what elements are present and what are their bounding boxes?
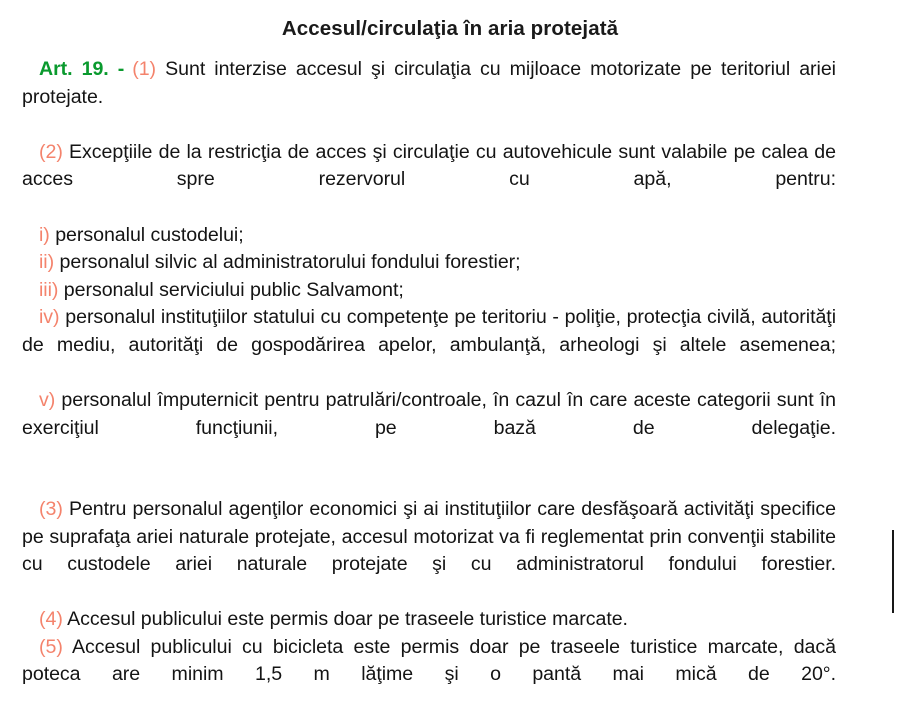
paragraph-text-5: Accesul publicului cu bicicleta este permis doar pe traseele turistice marcate, dacă poteca are minim 1,5 m lăţime şi o pantă mai mică de 20°. [22,635,836,686]
list-item-ii [22,249,836,277]
list-item-v [22,387,836,470]
paragraph-marker-3: (3) [39,497,63,520]
paragraph-2 [22,139,836,222]
document-body [0,56,900,717]
paragraph-marker-4: (4) [39,608,63,631]
paragraph-text-1: Sunt interzise accesul şi circulaţia cu mijloace motorizate pe teritoriul ariei protejate. [22,58,836,108]
paragraph-text-4: Accesul publicului este permis doar pe traseele turistice marcate. [67,608,628,631]
paragraph-5 [22,634,836,717]
article-label: Art. 19. - [39,58,125,80]
paragraph-marker-2: (2) [39,140,63,163]
paragraph-4 [22,606,836,634]
list-text-iii: personalul serviciului public Salvamont; [63,278,404,301]
paragraph-text-3: Pentru personalul agenţilor economici şi ai instituţiilor care desfăşoară activităţi specifice pe suprafaţa ariei naturale protejate, accesul motorizat va fi reglementat prin convenţii stabilite cu custodele ariei naturale protejate şi cu administratorul fondului forestier. [22,497,836,576]
list-marker-ii: ii) [39,251,55,274]
paragraph-1 [22,56,836,139]
paragraph-3 [22,496,836,606]
list-marker-i: i) [39,223,50,246]
list-marker-v: v) [39,389,56,412]
scan-edge-artifact [892,530,894,613]
paragraph-marker-5: (5) [39,635,63,658]
list-text-iv: personalul instituţiilor statului cu competenţe pe teritoriu - poliţie, protecţia civilă, autorităţi de mediu, autorităţi de gospodărirea apelor, ambulanţă, arheologi şi altele asemenea; [22,306,837,356]
paragraph-marker-1: (1) [132,58,157,80]
page-title: Accesul/circulaţia în aria protejată [281,17,619,40]
title-body-spacer [0,42,900,56]
list-item-iv [22,304,836,387]
list-text-i: personalul custodelui; [55,223,244,246]
list-marker-iv: iv) [39,306,60,329]
paragraph-text-2: Excepţiile de la restricţia de acces şi circulaţie cu autovehicule sunt valabile pe calea de acces spre rezervorul cu apă, pentru: [22,140,836,191]
section-spacer [22,470,836,496]
list-marker-iii: iii) [39,278,59,301]
list-item-i [22,222,836,250]
list-text-v: personalul împuternicit pentru patrulări/controale, în cazul în care aceste categorii sunt în exerciţiul funcţiunii, pe bază de delegaţie. [22,389,836,439]
list-item-iii [22,277,836,305]
list-text-ii: personalul silvic al administratorului fondului forestier; [59,251,521,274]
